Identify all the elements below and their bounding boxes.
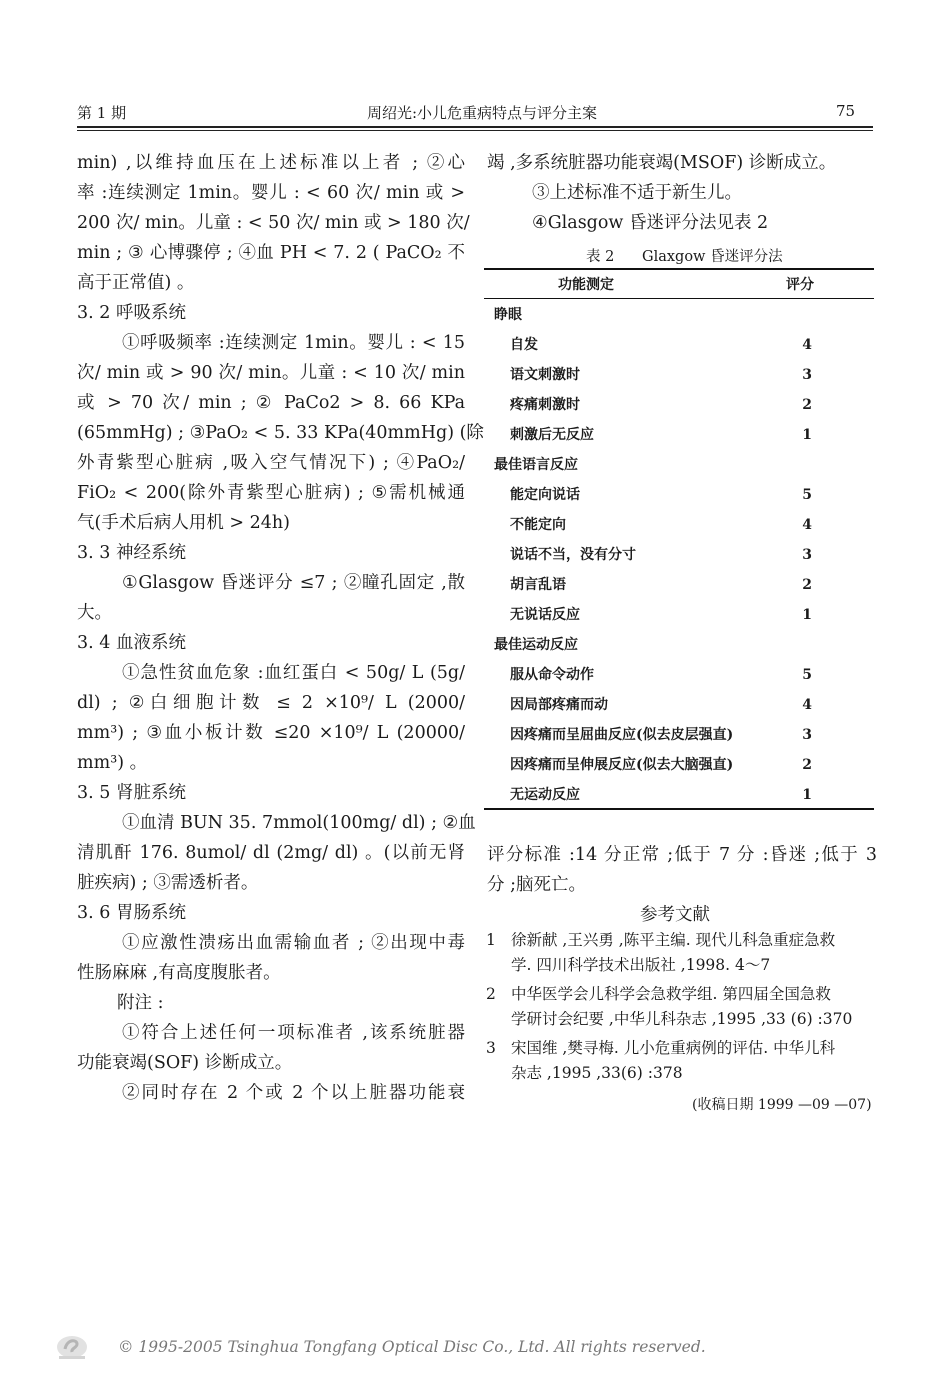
score-criteria bbox=[487, 840, 877, 900]
body-line: dl) ; ②白细胞计数 ≤ 2 ×10⁹/ L (2000/ bbox=[77, 693, 465, 713]
col-header-score: 评分 bbox=[786, 277, 814, 293]
table-cell-function: 语文刺激时 bbox=[510, 367, 580, 383]
publisher-logo-icon bbox=[55, 1329, 89, 1361]
table-row bbox=[494, 480, 844, 510]
table-cell-function: 胡言乱语 bbox=[510, 577, 566, 593]
running-title: 周绍光:小儿危重病特点与评分主案 bbox=[367, 104, 598, 122]
table-cell-score: 3 bbox=[802, 727, 812, 743]
reference-item bbox=[486, 1036, 878, 1088]
body-line: 竭 ,多系统脏器功能衰竭(MSOF) 诊断成立。 bbox=[487, 153, 837, 173]
table-cell-score: 1 bbox=[802, 427, 812, 443]
right-column-text bbox=[487, 148, 877, 238]
reference-text: 中华医学会儿科学会急救学组. 第四届全国急救 bbox=[511, 985, 831, 1003]
issue-label: 第 1 期 bbox=[77, 104, 127, 122]
body-line: ③上述标准不适于新生儿。 bbox=[532, 183, 742, 203]
body-line: mm³) ; ③血小板计数 ≤20 ×10⁹/ L (20000/ bbox=[77, 723, 465, 743]
table-bottom-rule bbox=[484, 808, 874, 810]
table-row bbox=[494, 600, 844, 630]
reference-number: 2 bbox=[486, 985, 496, 1003]
table-cell-function: 因局部疼痛而动 bbox=[510, 697, 608, 713]
body-line: 外青紫型心脏病 ,吸入空气情况下) ; ④PaO₂/ bbox=[77, 453, 465, 473]
header-rule-thin bbox=[77, 130, 873, 131]
table-row bbox=[494, 390, 844, 420]
table-cell-score: 4 bbox=[802, 517, 812, 533]
body-line: FiO₂ < 200(除外青紫型心脏病) ; ⑤需机械通 bbox=[77, 483, 465, 503]
table-cell-score: 1 bbox=[802, 607, 812, 623]
body-line: 3. 3 神经系统 bbox=[77, 543, 186, 563]
table-cell-function: 睁眼 bbox=[494, 307, 522, 323]
body-line: 大。 bbox=[77, 603, 112, 623]
table-cell-function: 最佳运动反应 bbox=[494, 637, 578, 653]
table-caption-title: Glaxgow 昏迷评分法 bbox=[642, 249, 783, 265]
body-line: (65mmHg) ; ③PaO₂ < 5. 33 KPa(40mmHg) (除 bbox=[77, 423, 484, 443]
table-row bbox=[494, 570, 844, 600]
table-row bbox=[494, 540, 844, 570]
table-cell-score: 2 bbox=[802, 757, 812, 773]
reference-text: 学. 四川科学技术出版社 ,1998. 4～7 bbox=[511, 956, 771, 974]
table-row bbox=[494, 720, 844, 750]
body-line: 3. 4 血液系统 bbox=[77, 633, 186, 653]
received-date: (收稿日期 1999 —09 —07) bbox=[692, 1097, 872, 1113]
table-group-row bbox=[494, 300, 844, 330]
col-header-function: 功能测定 bbox=[558, 277, 614, 293]
body-line: ①Glasgow 昏迷评分 ≤7 ; ②瞳孔固定 ,散 bbox=[122, 573, 465, 593]
reference-text: 学研讨会纪要 ,中华儿科杂志 ,1995 ,33 (6) :370 bbox=[511, 1010, 853, 1028]
table-cell-score: 4 bbox=[802, 337, 812, 353]
table-cell-function: 不能定向 bbox=[510, 517, 566, 533]
table-cell-function: 说话不当，没有分寸 bbox=[510, 547, 636, 563]
body-line: ①呼吸频率 :连续测定 1min。婴儿 : < 15 bbox=[122, 333, 465, 353]
table-cell-score: 1 bbox=[802, 787, 812, 803]
page-number: 75 bbox=[836, 102, 856, 120]
body-line: 功能衰竭(SOF) 诊断成立。 bbox=[77, 1053, 293, 1073]
table-cell-score: 5 bbox=[802, 487, 812, 503]
table-cell-function: 自发 bbox=[510, 337, 538, 353]
table-row bbox=[494, 420, 844, 450]
body-line: 性肠麻麻 ,有高度腹胀者。 bbox=[77, 963, 281, 983]
reference-number: 3 bbox=[486, 1039, 496, 1057]
table-row bbox=[494, 750, 844, 780]
criteria-line: 评分标准 :14 分正常 ;低于 7 分 :昏迷 ;低于 3 bbox=[487, 845, 877, 865]
body-line: 3. 6 胃肠系统 bbox=[77, 903, 186, 923]
table-cell-function: 最佳语言反应 bbox=[494, 457, 578, 473]
table-cell-score: 2 bbox=[802, 397, 812, 413]
copyright-footer: © 1995-2005 Tsinghua Tongfang Optical Disc Co., Ltd. All rights reserved. bbox=[118, 1338, 706, 1356]
reference-text: 徐新献 ,王兴勇 ,陈平主编. 现代儿科急重症急救 bbox=[511, 931, 836, 949]
table-row bbox=[494, 330, 844, 360]
table-row bbox=[494, 510, 844, 540]
table-cell-function: 无运动反应 bbox=[510, 787, 580, 803]
table-header-rule bbox=[484, 298, 874, 299]
table-cell-function: 无说话反应 bbox=[510, 607, 580, 623]
reference-item bbox=[486, 928, 878, 980]
body-line: ①符合上述任何一项标准者 ,该系统脏器 bbox=[122, 1023, 465, 1043]
table-caption-number: 表 2 bbox=[586, 249, 615, 265]
table-group-row bbox=[494, 630, 844, 660]
references-heading: 参考文献 bbox=[640, 905, 710, 925]
body-line: min) ,以维持血压在上述标准以上者 ; ②心 bbox=[77, 153, 465, 173]
body-line: ②同时存在 2 个或 2 个以上脏器功能衰 bbox=[122, 1083, 465, 1103]
body-line: 3. 5 肾脏系统 bbox=[77, 783, 186, 803]
table-row bbox=[494, 780, 844, 810]
criteria-line: 分 ;脑死亡。 bbox=[487, 875, 586, 895]
table-group-row bbox=[494, 450, 844, 480]
body-line: 气(手术后病人用机 > 24h) bbox=[77, 513, 290, 533]
reference-text: 杂志 ,1995 ,33(6) :378 bbox=[511, 1064, 683, 1082]
table-cell-function: 刺激后无反应 bbox=[510, 427, 594, 443]
table-cell-function: 因疼痛而呈屈曲反应(似去皮层强直) bbox=[510, 727, 734, 743]
reference-item bbox=[486, 982, 878, 1034]
body-line: 或 > 70 次/ min ; ② PaCo2 > 8. 66 KPa bbox=[77, 393, 465, 413]
body-line: 高于正常值) 。 bbox=[77, 273, 195, 293]
table-cell-function: 疼痛刺激时 bbox=[510, 397, 580, 413]
body-line: ①血清 BUN 35. 7mmol(100mg/ dl) ; ②血 bbox=[122, 813, 476, 833]
table-row bbox=[494, 360, 844, 390]
body-line: min ; ③ 心博骤停 ; ④血 PH < 7. 2 ( PaCO₂ 不 bbox=[77, 243, 465, 263]
table-cell-score: 5 bbox=[802, 667, 812, 683]
body-line: mm³) 。 bbox=[77, 753, 148, 773]
header-rule bbox=[77, 126, 873, 128]
table-cell-score: 2 bbox=[802, 577, 812, 593]
left-column bbox=[77, 148, 484, 1108]
table-cell-function: 服从命令动作 bbox=[510, 667, 594, 683]
body-line: 次/ min 或 > 90 次/ min。儿童 : < 10 次/ min bbox=[77, 363, 465, 383]
table-header-row bbox=[494, 270, 844, 300]
body-line: ④Glasgow 昏迷评分法见表 2 bbox=[532, 213, 769, 233]
body-line: 脏疾病) ; ③需透析者。 bbox=[77, 873, 259, 893]
table-cell-function: 能定向说话 bbox=[510, 487, 580, 503]
body-line: 200 次/ min。儿童 : < 50 次/ min 或 > 180 次/ bbox=[77, 213, 470, 233]
reference-number: 1 bbox=[486, 931, 496, 949]
table-cell-score: 3 bbox=[802, 367, 812, 383]
table-row bbox=[494, 690, 844, 720]
body-line: 率 :连续测定 1min。婴儿 : < 60 次/ min 或 > bbox=[77, 183, 465, 203]
table-row bbox=[494, 660, 844, 690]
body-line: 附注 : bbox=[117, 993, 164, 1013]
body-line: ①急性贫血危象 :血红蛋白 < 50g/ L (5g/ bbox=[122, 663, 465, 683]
table-cell-score: 3 bbox=[802, 547, 812, 563]
body-line: 3. 2 呼吸系统 bbox=[77, 303, 186, 323]
table-cell-function: 因疼痛而呈伸展反应(似去大脑强直) bbox=[510, 757, 734, 773]
table-cell-score: 4 bbox=[802, 697, 812, 713]
body-line: 清肌酐 176. 8umol/ dl (2mg/ dl) 。(以前无肾 bbox=[77, 843, 465, 863]
reference-text: 宋国维 ,樊寻梅. 儿小危重病例的评估. 中华儿科 bbox=[511, 1039, 836, 1057]
body-line: ①应激性溃疡出血需输血者 ; ②出现中毒 bbox=[122, 933, 465, 953]
